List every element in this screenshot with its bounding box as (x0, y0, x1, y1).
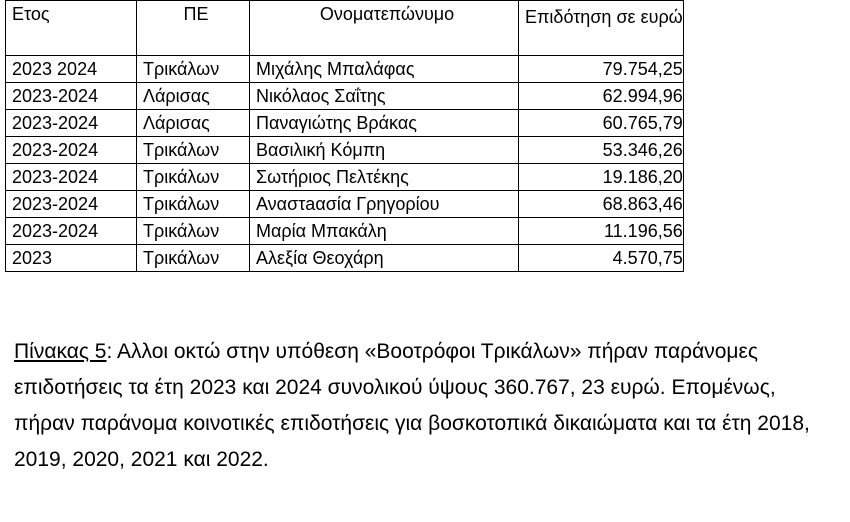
table-cell-year: 2023-2024 (6, 137, 137, 164)
header-year: Ετος (6, 1, 137, 56)
table-cell-name: Μαρία Μπακάλη (250, 218, 519, 245)
table-cell-year: 2023 2024 (6, 56, 137, 83)
table-cell-amount: 4.570,75 (519, 245, 684, 272)
table-row (6, 137, 684, 164)
table-row (6, 110, 684, 137)
table-cell-pe: Τρικάλων (137, 245, 250, 272)
table-row (6, 83, 684, 110)
table-cell-year: 2023-2024 (6, 191, 137, 218)
table-row (6, 245, 684, 272)
table-caption (14, 334, 840, 478)
table-cell-amount: 68.863,46 (519, 191, 684, 218)
table-cell-amount: 11.196,56 (519, 218, 684, 245)
table-row (6, 164, 684, 191)
table-cell-amount: 60.765,79 (519, 110, 684, 137)
table-cell-name: Παναγιώτης Βράκας (250, 110, 519, 137)
table-cell-year: 2023 (6, 245, 137, 272)
table-row (6, 218, 684, 245)
table-cell-name: Σωτήριος Πελτέκης (250, 164, 519, 191)
table-cell-name: Αλεξία Θεοχάρη (250, 245, 519, 272)
table-cell-name: Αναστaασία Γρηγορίου (250, 191, 519, 218)
table-cell-pe: Λάρισας (137, 83, 250, 110)
header-pe: ΠΕ (137, 1, 250, 56)
table-cell-amount: 62.994,96 (519, 83, 684, 110)
table-cell-year: 2023-2024 (6, 110, 137, 137)
table-cell-name: Νικόλαος Σαΐτης (250, 83, 519, 110)
table-cell-pe: Τρικάλων (137, 164, 250, 191)
table-row (6, 191, 684, 218)
header-amount: Επιδότηση σε ευρώ (519, 1, 684, 56)
header-name: Ονοματεπώνυμο (250, 1, 519, 56)
table-header-row (6, 1, 684, 56)
table-cell-pe: Τρικάλων (137, 56, 250, 83)
table-cell-year: 2023-2024 (6, 218, 137, 245)
table-cell-pe: Τρικάλων (137, 137, 250, 164)
caption-label: Πίνακας 5 (14, 340, 107, 363)
table-cell-year: 2023-2024 (6, 83, 137, 110)
caption-text: : Αλλοι οκτώ στην υπόθεση «Βοοτρόφοι Τρικάλων» πήραν παράνομες επιδοτήσεις τα έτη 2023 και 2024 συνολικού ύψους 360.767, 23 ευρώ. Επομένως, πήραν παράνομα κοινοτικές επιδοτήσεις για βοσκοτοπικά δικαιώματα και τα έτη 2018, 2019, 2020, 2021 και 2022. (14, 340, 810, 471)
table-cell-pe: Λάρισας (137, 110, 250, 137)
table-cell-pe: Τρικάλων (137, 191, 250, 218)
table-cell-name: Μιχάλης Μπαλάφας (250, 56, 519, 83)
table-cell-amount: 53.346,26 (519, 137, 684, 164)
table-cell-amount: 79.754,25 (519, 56, 684, 83)
table-row (6, 56, 684, 83)
table-body (6, 56, 684, 272)
table-cell-year: 2023-2024 (6, 164, 137, 191)
subsidy-table (5, 0, 684, 272)
table-cell-pe: Τρικάλων (137, 218, 250, 245)
table-cell-amount: 19.186,20 (519, 164, 684, 191)
table-cell-name: Βασιλική Κόμπη (250, 137, 519, 164)
